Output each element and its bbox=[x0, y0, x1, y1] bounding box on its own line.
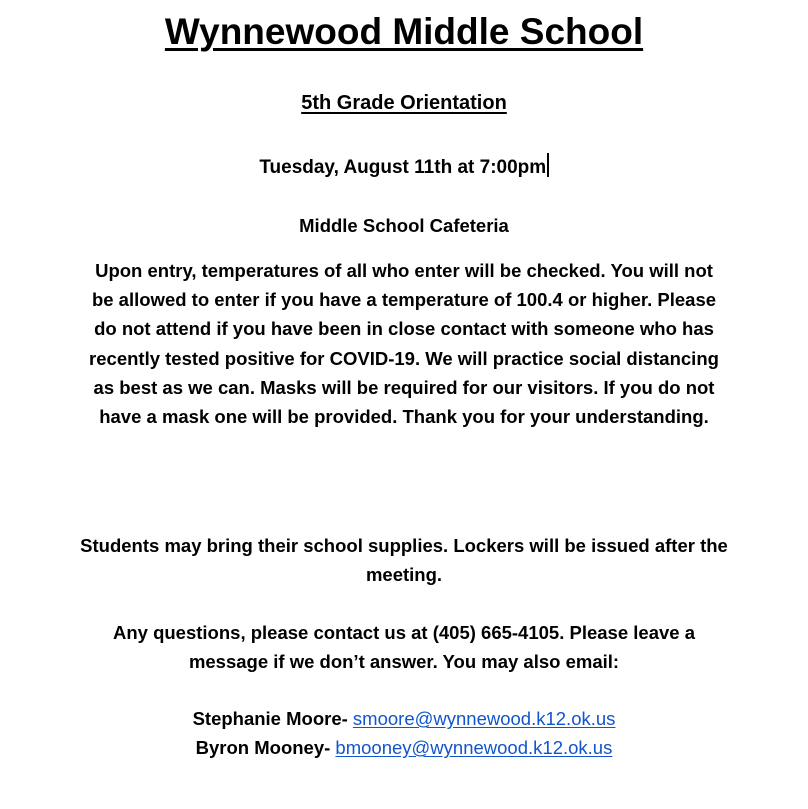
text-cursor bbox=[547, 153, 549, 177]
event-datetime-line bbox=[0, 153, 808, 182]
event-location: Middle School Cafeteria bbox=[299, 215, 509, 236]
supplies-paragraph: Students may bring their school supplies. Lockers will be issued after the meeting. bbox=[80, 535, 728, 586]
safety-paragraph: Upon entry, temperatures of all who enter will be checked. You will not be allowed to enter if you have a temperature of 100.4 or higher. Please do not attend if you have been in close contact with someone who has recently tested positive for COVID-19. We will practice social distancing as best as we can. Masks will be required for our visitors. If you do not have a mask one will be provided. Thank you for your understanding. bbox=[89, 260, 719, 428]
contact-name: Byron Mooney- bbox=[195, 737, 336, 758]
questions-paragraph: Any questions, please contact us at (405) 665-4105. Please leave a message if we don’t answer. You may also email: bbox=[112, 622, 695, 673]
contact-email-link[interactable]: smoore@wynnewood.k12.ok.us bbox=[352, 708, 616, 729]
contact-line bbox=[0, 704, 808, 733]
contact-email-link[interactable]: bmooney@wynnewood.k12.ok.us bbox=[335, 737, 613, 758]
document-title: Wynnewood Middle School bbox=[164, 11, 644, 52]
contact-line bbox=[0, 733, 808, 762]
event-datetime: Tuesday, August 11th at 7:00pm bbox=[259, 157, 547, 178]
contact-name: Stephanie Moore- bbox=[192, 708, 353, 729]
document-subtitle: 5th Grade Orientation bbox=[301, 92, 507, 114]
